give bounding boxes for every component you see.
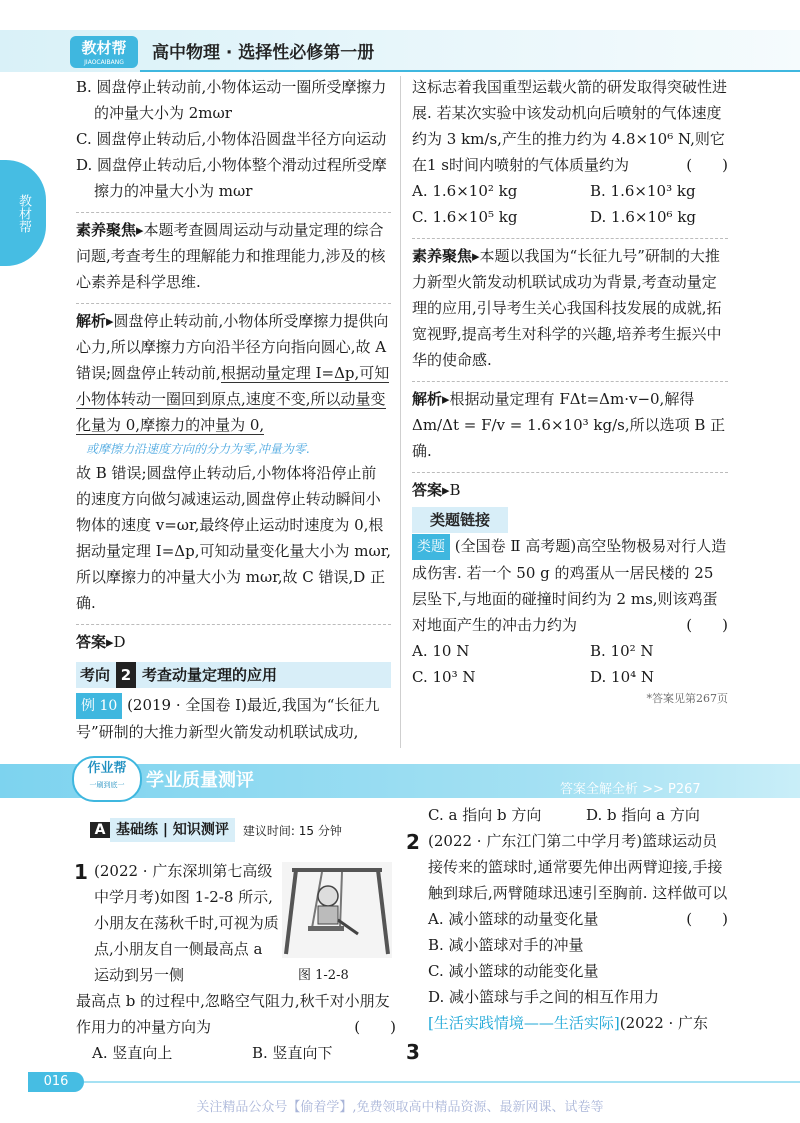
focus-label: 素养聚焦 xyxy=(76,221,137,239)
brand-logo: 教材帮 JIAOCAIBANG xyxy=(70,36,138,68)
option-a: A. 减小篮球的动量变化量 xyxy=(428,910,599,928)
focus-text: 本题以我国为“长征九号”研制的大推力新型火箭发动机联试成功为背景,考查动量定理的应用,引导考生关心我国科技发展的成就,拓宽视野,提高考生对科学的兴趣,培养考生振兴中华的使命感. xyxy=(412,247,722,369)
left-column xyxy=(76,74,391,655)
arrow-icon: ▸ xyxy=(442,390,450,408)
footer-rule xyxy=(84,1081,800,1083)
question-3-tag: [生活实践情境——生活实际] xyxy=(428,1014,620,1032)
arrow-icon: ▸ xyxy=(106,312,114,330)
similar-question xyxy=(412,533,728,638)
similar-text: (全国卷 Ⅱ 高考题)高空坠物极易对行人造成伤害. 若一个 50 g 的鸡蛋从一居民楼的 25 层坠下,与地面的碰撞时间约为 2 ms,则该鸡蛋对地面产生的冲击力约为 xyxy=(412,537,727,634)
question-text: (2022 · 广东深圳第七高级中学月考)如图 1-2-8 所示,小朋友在荡秋千时,可视为质点,小朋友自一侧最高点 a 运动到另一侧 xyxy=(94,862,279,984)
option-d: D. 10⁴ N xyxy=(590,668,655,686)
book-title: 高中物理 · 选择性必修第一册 xyxy=(152,43,375,63)
option-c: C. 10³ N xyxy=(412,668,476,686)
question-3-source: (2022 · 广东 xyxy=(619,1014,709,1032)
analysis-continued: 故 B 错误;圆盘停止转动后,小物体将沿停止前的速度方向做匀减速运动,圆盘停止转动瞬间小物体的速度 v=ωr,最终停止运动时速度为 0,根据动量定理 I=Δp,可知动量变化量大小为 mωr,所以摩擦力的冲量大小为 mωr,故 C 错误,D 正确. xyxy=(76,464,391,612)
right-column xyxy=(412,74,728,708)
analysis-text: 圆盘停止转动前,小物体所受摩擦力提供向心力,所以摩擦力方向沿半径方向指向圆心,故 A 错误;圆盘停止转动前, xyxy=(76,312,389,382)
link-title: 类题链接 xyxy=(412,507,508,533)
swing-illustration xyxy=(282,862,392,958)
options-row xyxy=(76,1040,396,1066)
arrow-icon: ▸ xyxy=(106,633,114,651)
option-c: C. a 指向 b 方向 xyxy=(428,806,542,824)
options-row xyxy=(412,178,728,204)
topic-number: 2 xyxy=(116,662,136,688)
topic-title: 考查动量定理的应用 xyxy=(142,666,278,684)
analysis-label: 解析 xyxy=(412,390,443,408)
analysis-paragraph xyxy=(76,308,391,438)
divider xyxy=(76,212,391,213)
focus-paragraph xyxy=(412,243,728,373)
arrow-icon: ▸ xyxy=(136,221,144,239)
watermark: 关注精品公众号【偷着学】,免费领取高中精品资源、最新网课、试卷等 xyxy=(196,1100,604,1115)
option-b: B. 竖直向下 xyxy=(252,1044,333,1062)
options-row xyxy=(412,204,728,230)
topic-heading xyxy=(76,662,391,688)
option-d: D. 圆盘停止转动后,小物体整个滑动过程所受摩擦力的冲量大小为 mωr xyxy=(76,156,387,200)
answer-paren: ( ) xyxy=(686,910,728,928)
example-text: (2019 · 全国卷 Ⅰ)最近,我国为“长征九号”研制的大推力新型火箭发动机联试成功, xyxy=(76,696,380,741)
link-heading xyxy=(412,507,728,533)
page-header xyxy=(0,0,800,78)
example-block xyxy=(76,692,391,745)
option-b: B. 1.6×10³ kg xyxy=(590,182,696,200)
options-row xyxy=(412,802,728,828)
focus-label: 素养聚焦 xyxy=(412,247,473,265)
divider xyxy=(412,238,728,239)
option-c: C. 圆盘停止转动后,小物体沿圆盘半径方向运动 xyxy=(76,130,387,148)
answer-link[interactable]: 答案全解全析 >> P267 xyxy=(560,782,701,797)
question-text-continued: 最高点 b 的过程中,忽略空气阻力,秋千对小朋友作用力的冲量方向为 ( ) xyxy=(76,988,396,1040)
answer-label: 答案 xyxy=(412,481,443,499)
level-title: 基础练 | 知识测评 xyxy=(110,818,235,842)
focus-paragraph xyxy=(76,217,391,295)
arrow-icon: ▸ xyxy=(442,481,450,499)
right-lower-column xyxy=(412,802,728,1036)
option-c: C. 1.6×10⁵ kg xyxy=(412,208,518,226)
options-row xyxy=(412,664,728,690)
header-rule xyxy=(140,70,800,72)
answer-paren: ( ) xyxy=(686,156,728,174)
page-number: 016 xyxy=(28,1072,84,1092)
divider xyxy=(412,381,728,382)
option-b: B. 减小篮球对手的冲量 xyxy=(428,936,584,954)
answer-value: D xyxy=(113,633,126,651)
section-title: 学业质量测评 xyxy=(146,770,254,791)
option-b: B. 圆盘停止转动前,小物体运动一圈所受摩擦力的冲量大小为 2mωr xyxy=(76,78,387,122)
example-tag: 例 10 xyxy=(76,693,122,719)
analysis-text: 根据动量定理有 FΔt=Δm·v−0,解得 xyxy=(449,390,695,408)
question-2-text: (2022 · 广东江门第二中学月考)篮球运动员接传来的篮球时,通常要先伸出两臂迎接,手接触到球后,两臂随球迅速引至胸前. 这样做可以 ( ) xyxy=(412,828,728,906)
option-a: A. 1.6×10² kg xyxy=(412,182,518,200)
question-3-text xyxy=(412,1010,728,1036)
column-divider xyxy=(400,76,401,748)
answer-paren: ( ) xyxy=(354,1018,396,1036)
figure-caption: 图 1-2-8 xyxy=(298,968,349,983)
option-d: D. 减小篮球与手之间的相互作用力 xyxy=(428,988,660,1006)
similar-tag: 类题 xyxy=(412,534,450,560)
option-b: B. 10² N xyxy=(590,642,654,660)
focus-text: 本题考查圆周运动与动量定理的综合问题,考查考生的理解能力和推理能力,涉及的核心素养是科学思维. xyxy=(76,221,386,291)
answer-line xyxy=(76,629,391,655)
example-paragraph xyxy=(76,692,391,745)
option-c: C. 减小篮球的动能变化量 xyxy=(428,962,599,980)
analysis-label: 解析 xyxy=(76,312,107,330)
option-d: D. b 指向 a 方向 xyxy=(586,806,700,824)
answer-reference: *答案见第267页 xyxy=(646,692,728,705)
answer-line xyxy=(412,477,728,503)
divider xyxy=(76,624,391,625)
topic-prefix: 考向 xyxy=(80,666,111,684)
handwritten-note: 或摩擦力沿速度方向的分力为零,冲量为零. xyxy=(86,442,310,456)
suggested-time: 建议时间: 15 分钟 xyxy=(242,823,342,838)
level-letter: A xyxy=(90,822,110,838)
question-number: 2 xyxy=(406,830,420,854)
divider xyxy=(412,472,728,473)
basic-practice-heading xyxy=(90,818,342,842)
option-d: D. 1.6×10⁶ kg xyxy=(590,208,697,226)
side-tab: 教材帮 xyxy=(0,160,46,266)
answer-paren: ( ) xyxy=(686,616,728,634)
question-continued: 这标志着我国重型运载火箭的研发取得突破性进展. 若某次实验中该发动机向后喷射的气体速度约为 3 km/s,产生的推力约为 4.8×10⁶ N,则它在1 s时间内喷射的气体质量约为 ( ) xyxy=(412,74,728,178)
options-row xyxy=(412,638,728,664)
question-number: 3 xyxy=(406,1040,420,1064)
arrow-icon: ▸ xyxy=(472,247,480,265)
divider xyxy=(76,303,391,304)
section-logo: 作业帮 一刷到底一 xyxy=(72,756,142,802)
answer-label: 答案 xyxy=(76,633,107,651)
question-number: 1 xyxy=(74,860,88,884)
answer-value: B xyxy=(449,481,461,499)
analysis-paragraph xyxy=(412,386,728,412)
option-a: A. 10 N xyxy=(412,642,470,660)
analysis-formula: Δm/Δt = F/v = 1.6×10³ kg/s,所以选项 B 正确. xyxy=(412,416,726,460)
underlined-text: 根据动量定理 I=Δp,可知小物体转动一圈回到原点,速度不变,所以动量变化量为 0,摩擦力的冲量为 0, xyxy=(76,364,390,434)
option-a: A. 竖直向上 xyxy=(92,1044,173,1062)
